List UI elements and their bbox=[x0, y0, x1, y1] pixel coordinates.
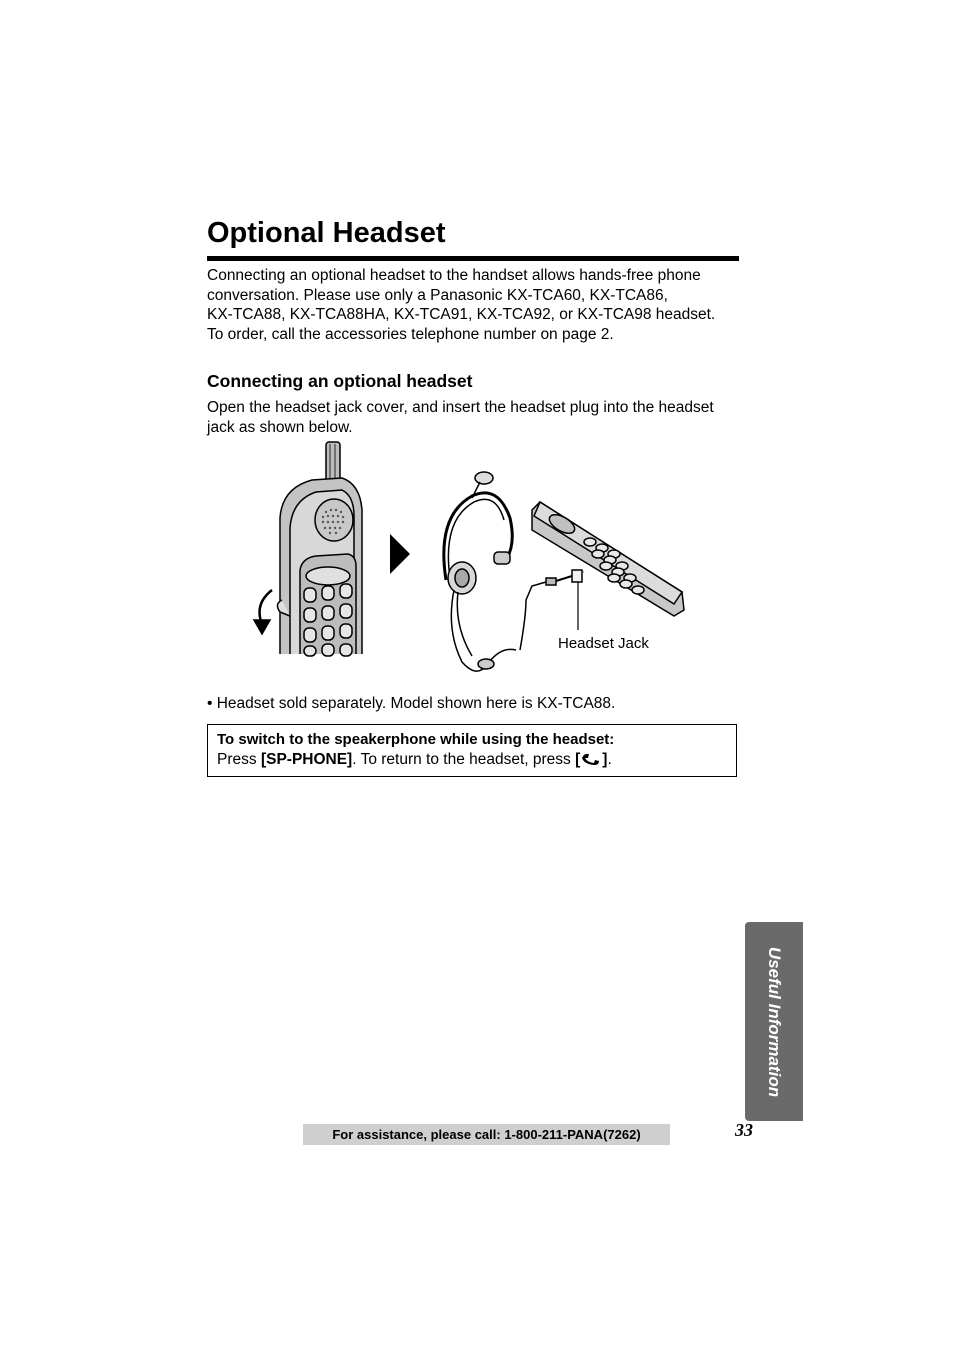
title-underline bbox=[207, 256, 739, 261]
instruction-paragraph bbox=[207, 398, 747, 438]
key-close-bracket: ] bbox=[602, 751, 608, 768]
assistance-text: For assistance, please call: 1-800-211-PANA(7262) bbox=[332, 1127, 641, 1142]
instruction-line: jack as shown below. bbox=[207, 419, 353, 436]
tip-end-text: . bbox=[607, 751, 612, 768]
talk-icon bbox=[580, 752, 602, 766]
headset-note: • Headset sold separately. Model shown here is KX-TCA88. bbox=[207, 695, 616, 712]
tip-middle-text: . To return to the headset, press bbox=[352, 751, 576, 768]
intro-line: KX-TCA88, KX-TCA88HA, KX-TCA91, KX-TCA92, or KX-TCA98 headset. bbox=[207, 306, 716, 323]
sp-phone-key: [SP-PHONE] bbox=[260, 751, 353, 768]
intro-line: conversation. Please use only a Panasonic KX-TCA60, KX-TCA86, bbox=[207, 286, 668, 304]
tip-title: To switch to the speakerphone while using the headset: bbox=[217, 731, 615, 748]
intro-line: Connecting an optional headset to the handset allows hands-free phone bbox=[207, 267, 701, 284]
tip-body bbox=[217, 750, 612, 770]
tip-box bbox=[207, 724, 737, 777]
step-arrow-icon bbox=[390, 534, 410, 574]
tip-press-text: Press bbox=[217, 751, 261, 768]
section-heading: Connecting an optional headset bbox=[207, 371, 473, 391]
page-title: Optional Headset bbox=[207, 217, 446, 249]
headset-jack-label: Headset Jack bbox=[558, 635, 649, 652]
handset-angled-illustration bbox=[532, 502, 684, 630]
assistance-footer bbox=[303, 1124, 670, 1145]
page-number: 33 bbox=[735, 1120, 753, 1140]
intro-paragraph bbox=[207, 266, 747, 344]
handset-side-illustration bbox=[254, 442, 362, 656]
intro-line: To order, call the accessories telephone number on page 2. bbox=[207, 325, 614, 343]
instruction-line: Open the headset jack cover, and insert the headset plug into the headset bbox=[207, 399, 714, 416]
key-open-bracket: [ bbox=[575, 751, 581, 768]
section-side-tab bbox=[745, 922, 803, 1121]
side-tab-label: Useful Information bbox=[765, 946, 784, 1098]
